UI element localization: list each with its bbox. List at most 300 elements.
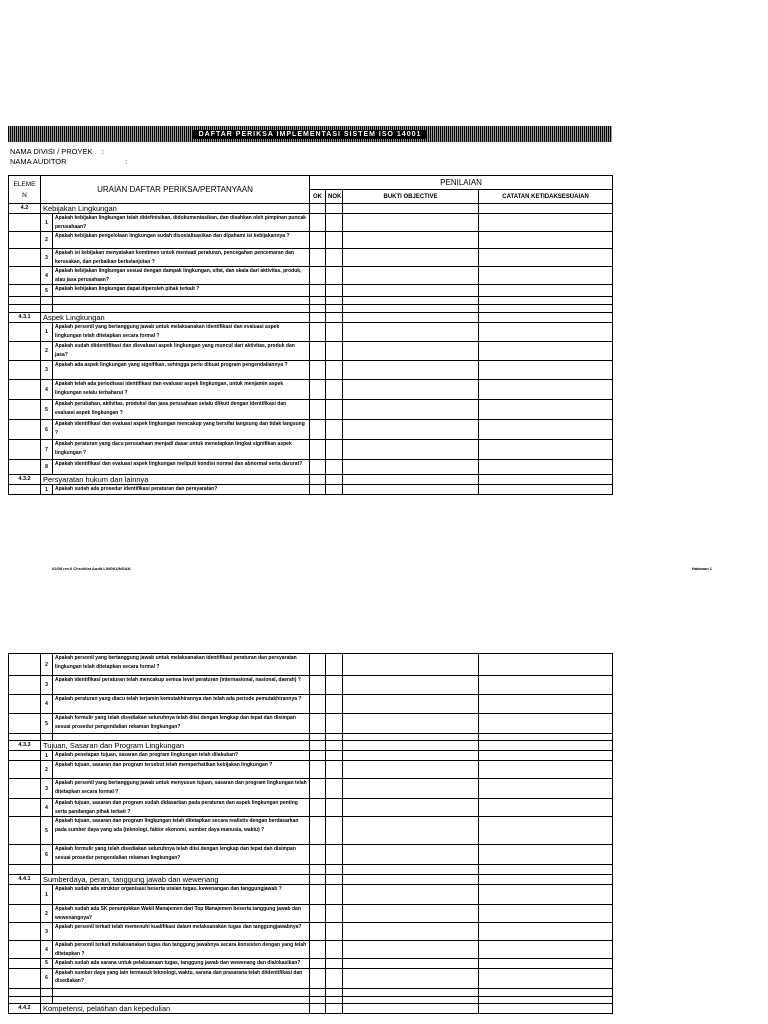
empty-cell	[343, 305, 479, 313]
element-cell	[9, 959, 41, 969]
answer-nok-cell[interactable]	[326, 923, 343, 941]
question-number: 7	[41, 440, 53, 460]
element-cell	[9, 751, 41, 761]
answer-bukti-cell[interactable]	[343, 232, 479, 249]
section-bukti-cell[interactable]	[343, 313, 479, 323]
answer-catatan-cell[interactable]	[479, 941, 613, 959]
question-row	[9, 885, 613, 905]
answer-nok-cell[interactable]	[326, 799, 343, 817]
answer-bukti-cell[interactable]	[343, 440, 479, 460]
section-row	[9, 1003, 613, 1013]
question-text: Apakah formulir yang telah disediakan seluruhnya telah diisi dengan lengkap dan tepat dan disimpan sesuai prosedur pengendalian rekaman lingkungan?	[53, 714, 310, 734]
answer-ok-cell[interactable]	[310, 232, 326, 249]
answer-bukti-cell[interactable]	[343, 323, 479, 342]
question-row	[9, 905, 613, 923]
answer-nok-cell[interactable]	[326, 214, 343, 232]
header-uraian: URAIAN DAFTAR PERIKSA/PERTANYAAN	[41, 176, 310, 204]
header-ok: OK	[310, 190, 326, 204]
question-number: 5	[41, 817, 53, 845]
question-number: 1	[41, 323, 53, 342]
question-number: 3	[41, 249, 53, 267]
section-element-number: 4.3.1	[9, 313, 41, 323]
empty-cell	[310, 297, 326, 305]
section-bukti-cell[interactable]	[343, 875, 479, 885]
question-number: 1	[41, 485, 53, 495]
answer-catatan-cell[interactable]	[479, 714, 613, 734]
answer-catatan-cell[interactable]	[479, 267, 613, 285]
answer-nok-cell[interactable]	[326, 905, 343, 923]
empty-cell	[479, 297, 613, 305]
element-cell	[9, 905, 41, 923]
question-row	[9, 267, 613, 285]
answer-ok-cell[interactable]	[310, 460, 326, 475]
answer-ok-cell[interactable]	[310, 751, 326, 761]
question-text: Apakah personil terkait telah memenuhi kualifikasi dalam melaksanakan tugas dan tanggungjawabnya?	[53, 923, 310, 941]
answer-nok-cell[interactable]	[326, 714, 343, 734]
answer-ok-cell[interactable]	[310, 400, 326, 420]
answer-bukti-cell[interactable]	[343, 923, 479, 941]
question-row	[9, 751, 613, 761]
answer-ok-cell[interactable]	[310, 420, 326, 440]
element-cell	[9, 420, 41, 440]
element-cell	[9, 654, 41, 676]
question-row	[9, 799, 613, 817]
answer-nok-cell[interactable]	[326, 968, 343, 988]
empty-cell	[310, 996, 326, 1003]
empty-cell	[9, 297, 41, 305]
element-cell	[9, 361, 41, 380]
question-text: Apakah telah ada periodisasi identifikasi dan evaluasi aspek lingkungan, untuk menjamin aspek lingkungan selalu terbaharui ?	[53, 380, 310, 400]
element-cell	[9, 214, 41, 232]
answer-nok-cell[interactable]	[326, 779, 343, 799]
section-row	[9, 313, 613, 323]
question-row	[9, 941, 613, 959]
answer-nok-cell[interactable]	[326, 440, 343, 460]
answer-catatan-cell[interactable]	[479, 923, 613, 941]
answer-nok-cell[interactable]	[326, 420, 343, 440]
answer-ok-cell[interactable]	[310, 761, 326, 779]
element-cell	[9, 323, 41, 342]
empty-cell	[9, 865, 41, 875]
question-number: 4	[41, 267, 53, 285]
answer-ok-cell[interactable]	[310, 817, 326, 845]
answer-nok-cell[interactable]	[326, 676, 343, 695]
empty-cell	[53, 988, 310, 996]
section-catatan-cell[interactable]	[479, 204, 613, 214]
section-nok-cell[interactable]	[326, 741, 343, 751]
answer-ok-cell[interactable]	[310, 267, 326, 285]
question-number: 2	[41, 654, 53, 676]
header-elemen-line2: N	[22, 191, 27, 199]
question-text: Apakah peraturan yang diacu telah terjamin kemutakhirannya dan telah ada periode pemutakhirannya ?	[53, 695, 310, 714]
answer-ok-cell[interactable]	[310, 676, 326, 695]
empty-cell	[41, 305, 53, 313]
answer-bukti-cell[interactable]	[343, 885, 479, 905]
empty-cell	[326, 734, 343, 741]
empty-cell	[310, 305, 326, 313]
element-cell	[9, 440, 41, 460]
answer-nok-cell[interactable]	[326, 885, 343, 905]
auditor-colon: :	[125, 157, 128, 166]
empty-cell	[53, 305, 310, 313]
answer-nok-cell[interactable]	[326, 695, 343, 714]
answer-nok-cell[interactable]	[326, 761, 343, 779]
question-number: 2	[41, 342, 53, 361]
answer-bukti-cell[interactable]	[343, 751, 479, 761]
answer-ok-cell[interactable]	[310, 285, 326, 297]
question-row	[9, 968, 613, 988]
question-number: 6	[41, 845, 53, 865]
question-number: 1	[41, 214, 53, 232]
question-number: 3	[41, 361, 53, 380]
section-nok-cell[interactable]	[326, 475, 343, 485]
empty-cell	[41, 865, 53, 875]
question-row	[9, 654, 613, 676]
question-number: 5	[41, 285, 53, 297]
answer-ok-cell[interactable]	[310, 714, 326, 734]
section-ok-cell[interactable]	[310, 313, 326, 323]
answer-catatan-cell[interactable]	[479, 799, 613, 817]
answer-ok-cell[interactable]	[310, 440, 326, 460]
auditor-label: NAMA AUDITOR	[10, 157, 67, 166]
empty-cell	[53, 865, 310, 875]
question-number: 3	[41, 676, 53, 695]
empty-cell	[9, 734, 41, 741]
section-ok-cell[interactable]	[310, 741, 326, 751]
element-cell	[9, 249, 41, 267]
answer-bukti-cell[interactable]	[343, 799, 479, 817]
empty-cell	[41, 996, 53, 1003]
answer-ok-cell[interactable]	[310, 485, 326, 495]
question-text: Apakah sudah ada struktur organisasi beserta uraian tugas, kewenangan dan tanggungjawab ?	[53, 885, 310, 905]
section-row	[9, 741, 613, 751]
empty-cell	[310, 865, 326, 875]
question-text: Apakah formulir yang telah disediakan seluruhnya telah diisi dengan lengkap dan tepat dan disimpan sesuai prosedur pengendalian rekaman lingkungan?	[53, 845, 310, 865]
answer-bukti-cell[interactable]	[343, 285, 479, 297]
empty-cell	[326, 297, 343, 305]
document-title: DAFTAR PERIKSA IMPLEMENTASI SISTEM ISO 14001	[193, 130, 428, 139]
answer-bukti-cell[interactable]	[343, 714, 479, 734]
element-cell	[9, 460, 41, 475]
element-cell	[9, 695, 41, 714]
element-cell	[9, 485, 41, 495]
page2-body	[9, 654, 613, 1014]
question-row	[9, 232, 613, 249]
answer-catatan-cell[interactable]	[479, 342, 613, 361]
question-text: Apakah tujuan, sasaran dan program sudah didasarkan pada peraturan dan aspek lingkungan penting serta pandangan pihak terkait ?	[53, 799, 310, 817]
answer-ok-cell[interactable]	[310, 779, 326, 799]
empty-cell	[310, 988, 326, 996]
question-number: 1	[41, 751, 53, 761]
answer-ok-cell[interactable]	[310, 923, 326, 941]
answer-ok-cell[interactable]	[310, 845, 326, 865]
question-row	[9, 761, 613, 779]
section-ok-cell[interactable]	[310, 204, 326, 214]
question-text: Apakah ada aspek lingkungan yang signifikan, sehingga perlu dibuat program pengendaliannya ?	[53, 361, 310, 380]
question-row	[9, 380, 613, 400]
footer-page-number: Halaman 1	[692, 566, 713, 571]
answer-catatan-cell[interactable]	[479, 485, 613, 495]
answer-nok-cell[interactable]	[326, 817, 343, 845]
footer-doc-ref: 02/08 rev.0 Checklist Audit LINGKUNGAN	[52, 566, 131, 571]
answer-catatan-cell[interactable]	[479, 232, 613, 249]
answer-catatan-cell[interactable]	[479, 440, 613, 460]
empty-cell	[310, 734, 326, 741]
question-text: Apakah identifikasi dan evaluasi aspek lingkungan meliputi kondisi normal dan abnormal serta darurat?	[53, 460, 310, 475]
section-nok-cell[interactable]	[326, 875, 343, 885]
answer-catatan-cell[interactable]	[479, 361, 613, 380]
section-element-number: 4.3.3	[9, 741, 41, 751]
question-number: 4	[41, 380, 53, 400]
section-bukti-cell[interactable]	[343, 475, 479, 485]
section-ok-cell[interactable]	[310, 475, 326, 485]
question-row	[9, 817, 613, 845]
answer-catatan-cell[interactable]	[479, 959, 613, 969]
answer-bukti-cell[interactable]	[343, 959, 479, 969]
element-cell	[9, 380, 41, 400]
answer-ok-cell[interactable]	[310, 214, 326, 232]
page1-body	[9, 204, 613, 495]
answer-bukti-cell[interactable]	[343, 845, 479, 865]
question-number: 5	[41, 959, 53, 969]
spacer-row	[9, 305, 613, 313]
header-nok: NOK	[326, 190, 343, 204]
answer-catatan-cell[interactable]	[479, 460, 613, 475]
answer-catatan-cell[interactable]	[479, 420, 613, 440]
answer-bukti-cell[interactable]	[343, 761, 479, 779]
question-number: 2	[41, 905, 53, 923]
answer-bukti-cell[interactable]	[343, 249, 479, 267]
empty-cell	[9, 305, 41, 313]
question-row	[9, 249, 613, 267]
empty-cell	[41, 988, 53, 996]
question-text: Apakah kebijakan lingkungan dapat diperoleh pihak terkait ?	[53, 285, 310, 297]
section-nok-cell[interactable]	[326, 1003, 343, 1013]
answer-bukti-cell[interactable]	[343, 342, 479, 361]
answer-nok-cell[interactable]	[326, 380, 343, 400]
answer-nok-cell[interactable]	[326, 285, 343, 297]
section-element-number: 4.2	[9, 204, 41, 214]
section-catatan-cell[interactable]	[479, 741, 613, 751]
answer-bukti-cell[interactable]	[343, 941, 479, 959]
empty-cell	[326, 988, 343, 996]
answer-ok-cell[interactable]	[310, 323, 326, 342]
answer-ok-cell[interactable]	[310, 905, 326, 923]
question-row	[9, 440, 613, 460]
answer-bukti-cell[interactable]	[343, 214, 479, 232]
answer-ok-cell[interactable]	[310, 799, 326, 817]
element-cell	[9, 232, 41, 249]
spacer-row	[9, 734, 613, 741]
answer-ok-cell[interactable]	[310, 380, 326, 400]
element-cell	[9, 761, 41, 779]
question-number: 1	[41, 885, 53, 905]
section-title: Tujuan, Sasaran dan Program Lingkungan	[41, 741, 310, 751]
answer-ok-cell[interactable]	[310, 968, 326, 988]
answer-nok-cell[interactable]	[326, 323, 343, 342]
header-bukti: BUKTI OBJECTIVE	[343, 190, 479, 204]
answer-nok-cell[interactable]	[326, 342, 343, 361]
answer-bukti-cell[interactable]	[343, 420, 479, 440]
answer-catatan-cell[interactable]	[479, 885, 613, 905]
answer-catatan-cell[interactable]	[479, 968, 613, 988]
empty-cell	[326, 996, 343, 1003]
section-element-number: 4.4.1	[9, 875, 41, 885]
answer-catatan-cell[interactable]	[479, 400, 613, 420]
answer-nok-cell[interactable]	[326, 485, 343, 495]
question-text: Apakah personil yang bertanggung jawab untuk melaksanakan identifikasi dan evaluasi aspek lingkungan telah ditetapkan secara formal ?	[53, 323, 310, 342]
answer-nok-cell[interactable]	[326, 400, 343, 420]
section-bukti-cell[interactable]	[343, 204, 479, 214]
answer-bukti-cell[interactable]	[343, 267, 479, 285]
empty-cell	[479, 734, 613, 741]
spacer-row	[9, 996, 613, 1003]
answer-catatan-cell[interactable]	[479, 817, 613, 845]
question-number: 3	[41, 923, 53, 941]
question-row	[9, 342, 613, 361]
answer-catatan-cell[interactable]	[479, 654, 613, 676]
element-cell	[9, 400, 41, 420]
answer-catatan-cell[interactable]	[479, 249, 613, 267]
answer-nok-cell[interactable]	[326, 267, 343, 285]
empty-cell	[41, 297, 53, 305]
spacer-row	[9, 988, 613, 996]
answer-catatan-cell[interactable]	[479, 676, 613, 695]
question-text: Apakah identifikasi peraturan telah mencakup semua level peraturan (internasional, nasional, daerah) ?	[53, 676, 310, 695]
question-number: 6	[41, 968, 53, 988]
answer-nok-cell[interactable]	[326, 941, 343, 959]
answer-bukti-cell[interactable]	[343, 968, 479, 988]
answer-nok-cell[interactable]	[326, 460, 343, 475]
answer-catatan-cell[interactable]	[479, 285, 613, 297]
checklist-table-page1	[8, 175, 613, 495]
answer-catatan-cell[interactable]	[479, 761, 613, 779]
empty-cell	[53, 734, 310, 741]
question-row	[9, 845, 613, 865]
element-cell	[9, 714, 41, 734]
divisi-field	[10, 147, 105, 156]
answer-bukti-cell[interactable]	[343, 695, 479, 714]
section-ok-cell[interactable]	[310, 1003, 326, 1013]
question-text: Apakah sudah ada SK penunjukkan Wakil Manajemen dari Top Manajemen beserta tanggung jawab dan wewenangnya?	[53, 905, 310, 923]
question-row	[9, 400, 613, 420]
section-title: Aspek Lingkungan	[41, 313, 310, 323]
section-catatan-cell[interactable]	[479, 475, 613, 485]
question-number: 5	[41, 714, 53, 734]
empty-cell	[343, 734, 479, 741]
section-catatan-cell[interactable]	[479, 313, 613, 323]
question-text: Apakah tujuan, sasaran dan program lingkungan telah ditetapkan secara realistis dengan berdasarkan pada sumber daya yang ada (teknologi, faktor ekonomi, sumber daya manusia, waktu) ?	[53, 817, 310, 845]
empty-cell	[53, 297, 310, 305]
answer-nok-cell[interactable]	[326, 249, 343, 267]
section-ok-cell[interactable]	[310, 875, 326, 885]
answer-ok-cell[interactable]	[310, 959, 326, 969]
empty-cell	[479, 305, 613, 313]
empty-cell	[343, 297, 479, 305]
answer-catatan-cell[interactable]	[479, 323, 613, 342]
section-title: Sumberdaya, peran, tanggung jawab dan wewenang	[41, 875, 310, 885]
section-catatan-cell[interactable]	[479, 875, 613, 885]
answer-bukti-cell[interactable]	[343, 817, 479, 845]
section-title: Persyaratan hukum dan lainnya	[41, 475, 310, 485]
answer-ok-cell[interactable]	[310, 342, 326, 361]
answer-ok-cell[interactable]	[310, 695, 326, 714]
answer-bukti-cell[interactable]	[343, 654, 479, 676]
question-text: Apakah personil yang bertanggung jawab untuk menyusun tujuan, sasaran dan program lingkungan telah ditetapkan secara formal ?	[53, 779, 310, 799]
answer-ok-cell[interactable]	[310, 361, 326, 380]
answer-nok-cell[interactable]	[326, 959, 343, 969]
answer-ok-cell[interactable]	[310, 885, 326, 905]
answer-bukti-cell[interactable]	[343, 460, 479, 475]
element-cell	[9, 342, 41, 361]
answer-catatan-cell[interactable]	[479, 380, 613, 400]
answer-ok-cell[interactable]	[310, 249, 326, 267]
answer-catatan-cell[interactable]	[479, 695, 613, 714]
answer-bukti-cell[interactable]	[343, 400, 479, 420]
answer-ok-cell[interactable]	[310, 941, 326, 959]
answer-ok-cell[interactable]	[310, 654, 326, 676]
divisi-colon: :	[102, 147, 105, 156]
question-text: Apakah isi kebijakan menyatakan komitmen untuk mentaati peraturan, pencegahan pencemaran dan kerusakan, dan perbaikan berkelanjutan ?	[53, 249, 310, 267]
empty-cell	[479, 865, 613, 875]
element-cell	[9, 285, 41, 297]
empty-cell	[326, 865, 343, 875]
section-nok-cell[interactable]	[326, 313, 343, 323]
empty-cell	[479, 996, 613, 1003]
section-bukti-cell[interactable]	[343, 1003, 479, 1013]
answer-bukti-cell[interactable]	[343, 361, 479, 380]
element-cell	[9, 676, 41, 695]
header-catatan: CATATAN KETIDAKSESUAIAN	[479, 190, 613, 204]
question-text: Apakah sudah ada prosedur identifikasi peraturan dan persyaratan?	[53, 485, 310, 495]
section-catatan-cell[interactable]	[479, 1003, 613, 1013]
answer-nok-cell[interactable]	[326, 845, 343, 865]
answer-bukti-cell[interactable]	[343, 485, 479, 495]
answer-catatan-cell[interactable]	[479, 905, 613, 923]
answer-bukti-cell[interactable]	[343, 676, 479, 695]
empty-cell	[41, 734, 53, 741]
question-number: 5	[41, 400, 53, 420]
answer-catatan-cell[interactable]	[479, 845, 613, 865]
question-row	[9, 714, 613, 734]
answer-bukti-cell[interactable]	[343, 779, 479, 799]
question-row	[9, 695, 613, 714]
question-row	[9, 460, 613, 475]
answer-nok-cell[interactable]	[326, 232, 343, 249]
section-nok-cell[interactable]	[326, 204, 343, 214]
element-cell	[9, 779, 41, 799]
question-text: Apakah personil yang bertanggung jawab untuk melaksanakan identifikasi peraturan dan persyaratan lingkungan telah ditetapkan secara formal ?	[53, 654, 310, 676]
question-text: Apakah kebijakan lingkungan sesuai dengan dampak lingkungan, sifat, dan skala dari aktivitas, produk, atau jasa perusahaan?	[53, 267, 310, 285]
answer-nok-cell[interactable]	[326, 654, 343, 676]
answer-nok-cell[interactable]	[326, 751, 343, 761]
section-row	[9, 475, 613, 485]
answer-nok-cell[interactable]	[326, 361, 343, 380]
empty-cell	[479, 988, 613, 996]
answer-bukti-cell[interactable]	[343, 380, 479, 400]
question-row	[9, 323, 613, 342]
element-cell	[9, 845, 41, 865]
question-text: Apakah peraturan yang dacu perusahaan menjadi dasar untuk menetapkan tingkat signifikan aspek lingkungan ?	[53, 440, 310, 460]
answer-catatan-cell[interactable]	[479, 779, 613, 799]
section-bukti-cell[interactable]	[343, 741, 479, 751]
answer-catatan-cell[interactable]	[479, 214, 613, 232]
question-number: 8	[41, 460, 53, 475]
section-title: Kompetensi, pelatihan dan kepedulian	[41, 1003, 310, 1013]
answer-bukti-cell[interactable]	[343, 905, 479, 923]
answer-catatan-cell[interactable]	[479, 751, 613, 761]
question-number: 4	[41, 695, 53, 714]
